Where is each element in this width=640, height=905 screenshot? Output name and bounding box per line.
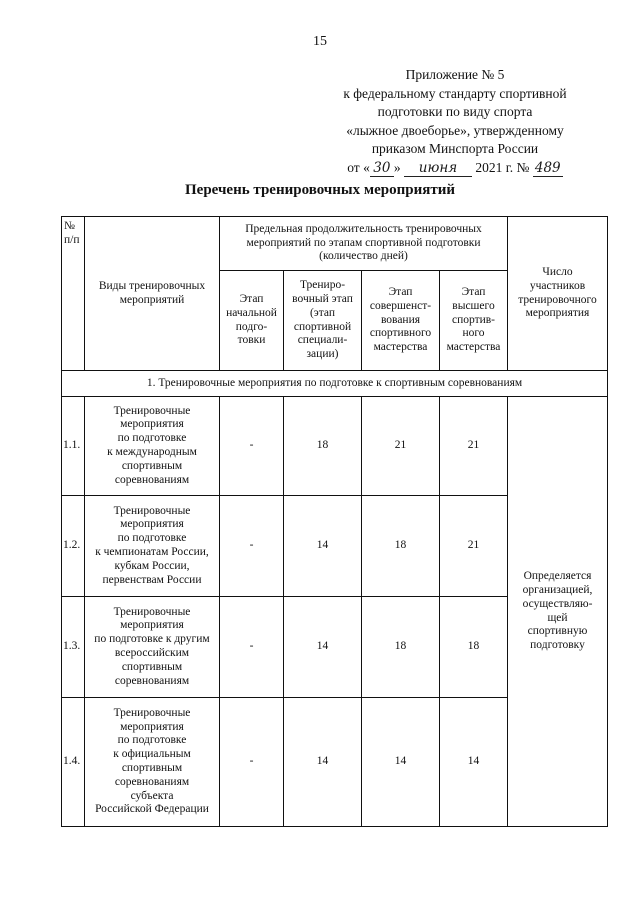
header-kinds: Виды тренировочных мероприятий [85, 217, 220, 371]
appendix-line-5: приказом Минспорта России [371, 141, 539, 156]
appendix-date-line [300, 159, 610, 178]
row-number: 1.1. [62, 397, 85, 496]
date-day-handwritten: 30 [370, 161, 394, 177]
row-kind: Тренировочные мероприятия по подготовке к официальным спортивным соревнованиям субъекта Российской Федерации [85, 698, 220, 827]
training-events-table [61, 216, 608, 827]
date-mid: » [393, 159, 401, 175]
date-prefix: от « [347, 159, 370, 175]
row-kind: Тренировочные мероприятия по подготовке к чемпионатам России, кубкам России, первенствам России [85, 496, 220, 597]
date-year: 2021 г. № [475, 159, 530, 175]
header-stage-improvement: Этап совершенст- вования спортивного мастерства [362, 271, 440, 371]
section-row [62, 371, 608, 397]
appendix-line-3: подготовки по виду спорта [377, 104, 533, 119]
date-month-handwritten: июня [404, 161, 472, 177]
row-number: 1.4. [62, 698, 85, 827]
header-stage-training: Трениро- вочный этап (этап спортивной специали- зации) [284, 271, 362, 371]
appendix-line-2: к федеральному стандарту спортивной [343, 85, 567, 101]
participants-note: Определяется организацией, осуществляю- щей спортивную подготовку [508, 397, 608, 827]
row-stage-improvement: 18 [362, 496, 440, 597]
page-number: 15 [313, 34, 327, 49]
appendix-line-1: Приложение № 5 [405, 67, 505, 82]
row-stage-improvement: 14 [362, 698, 440, 827]
row-stage-training: 14 [284, 597, 362, 698]
row-stage-training: 18 [284, 397, 362, 496]
header-duration: Предельная продолжительность тренировочных мероприятий по этапам спортивной подготовки (количество дней) [220, 217, 508, 271]
row-stage-training: 14 [284, 496, 362, 597]
row-stage-initial: - [220, 397, 284, 496]
row-number: 1.3. [62, 597, 85, 698]
row-stage-initial: - [220, 496, 284, 597]
row-stage-initial: - [220, 597, 284, 698]
header-participants: Число участников тренировочного мероприятия [508, 217, 608, 371]
row-stage-improvement: 21 [362, 397, 440, 496]
row-stage-highest: 14 [440, 698, 508, 827]
row-stage-initial: - [220, 698, 284, 827]
header-num: № п/п [62, 217, 85, 371]
table-row [62, 397, 608, 496]
row-stage-highest: 18 [440, 597, 508, 698]
header-stage-initial: Этап начальной подго- товки [220, 271, 284, 371]
row-number: 1.2. [62, 496, 85, 597]
order-number-handwritten: 489 [533, 161, 563, 177]
row-stage-highest: 21 [440, 496, 508, 597]
section-title: 1. Тренировочные мероприятия по подготовке к спортивным соревнованиям [62, 371, 608, 397]
row-stage-highest: 21 [440, 397, 508, 496]
header-stage-highest: Этап высшего спортив- ного мастерства [440, 271, 508, 371]
header-row-1 [62, 217, 608, 271]
row-stage-training: 14 [284, 698, 362, 827]
document-title: Перечень тренировочных мероприятий [185, 182, 455, 198]
row-kind: Тренировочные мероприятия по подготовке к международным спортивным соревнованиям [85, 397, 220, 496]
appendix-line-4: «лыжное двоеборье», утвержденному [346, 122, 564, 138]
appendix-block [300, 66, 610, 177]
row-kind: Тренировочные мероприятия по подготовке к другим всероссийским спортивным соревнованиям [85, 597, 220, 698]
row-stage-improvement: 18 [362, 597, 440, 698]
